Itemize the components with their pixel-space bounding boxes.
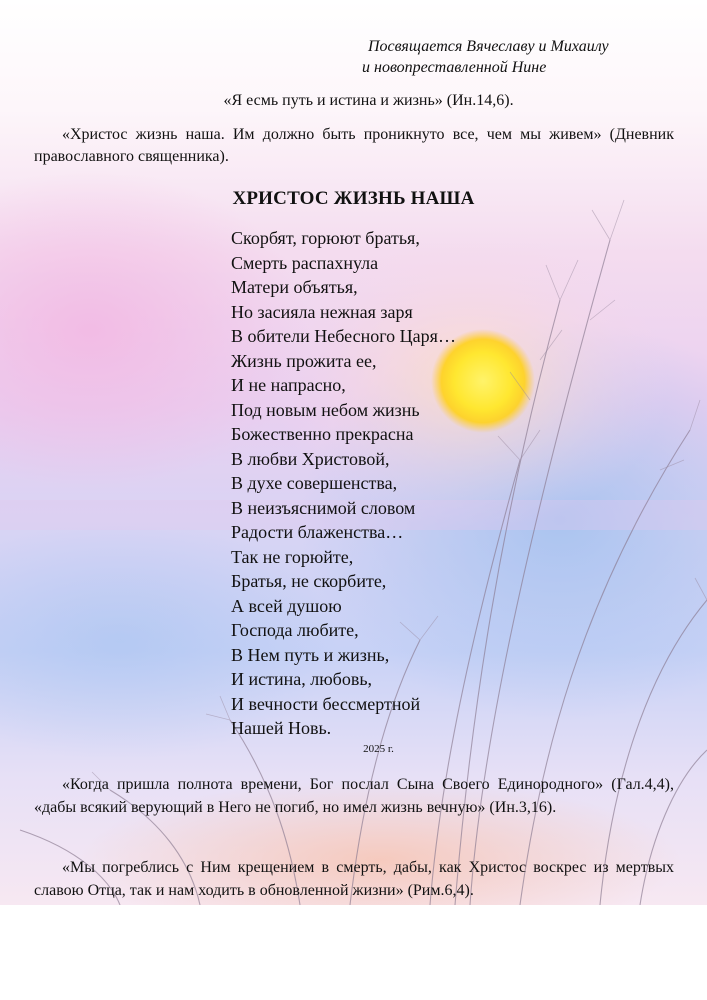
poem-year: 2025 г. [363,743,394,755]
poem-line: А всей душою [231,595,342,616]
poem-line: Жизнь прожита ее, [231,350,377,371]
poem-line: В духе совершенства, [231,473,398,493]
dedication-line-2: и новопреставленной Нине [362,59,547,76]
poem-line: Скорбят, горюют братья, [231,228,420,248]
poem-line: И вечности бессмертной [231,693,421,714]
poem-line: Смерть распахнула [231,252,379,273]
poem-line: Матери объятья, [231,277,358,297]
scripture-paragraph-1: «Когда пришла полнота времени, Бог послал Сына Своего Единородного» (Гал.4,4), «дабы всякий верующий в Него не погиб, но имел жизнь вечную» (Ин.3,16). [34,776,674,816]
poem-line: Божественно прекрасна [231,424,414,444]
epigraph-1: «Я есмь путь и истина и жизнь» (Ин.14,6). [223,92,514,109]
poem-line: И не напрасно, [231,375,346,395]
poem-line: Нашей Новь. [231,718,332,738]
poem-line: В обители Небесного Царя… [231,326,456,346]
scripture-paragraph-2: «Мы погреблись с Ним крещением в смерть, дабы, как Христос воскрес из мертвых славою Отца, так и нам ходить в обновленной жизни» (Рим.6,4). [34,859,674,899]
epigraph-2: «Христос жизнь наша. Им должно быть проникнуто все, чем мы живем» (Дневник православного священника). [34,126,674,165]
poem-line: Но засияла нежная заря [231,301,413,322]
poem-line: Братья, не скорбите, [231,571,387,591]
poem-line: В неизъяснимой словом [231,497,416,518]
poem-title: ХРИСТОС ЖИЗНЬ НАША [232,188,475,209]
dedication-line-1: Посвящается Вячеславу и Михаилу [368,38,609,55]
dedication [362,36,609,78]
poem-line: Радости блаженства… [231,522,404,542]
poem-line: Так не горюйте, [231,546,354,567]
poem [231,226,456,741]
poem-line: В Нем путь и жизнь, [231,644,390,665]
poem-line: Под новым небом жизнь [231,399,420,420]
poem-line: Господа любите, [231,620,359,640]
poem-line: И истина, любовь, [231,669,373,689]
poem-line: В любви Христовой, [231,448,390,469]
